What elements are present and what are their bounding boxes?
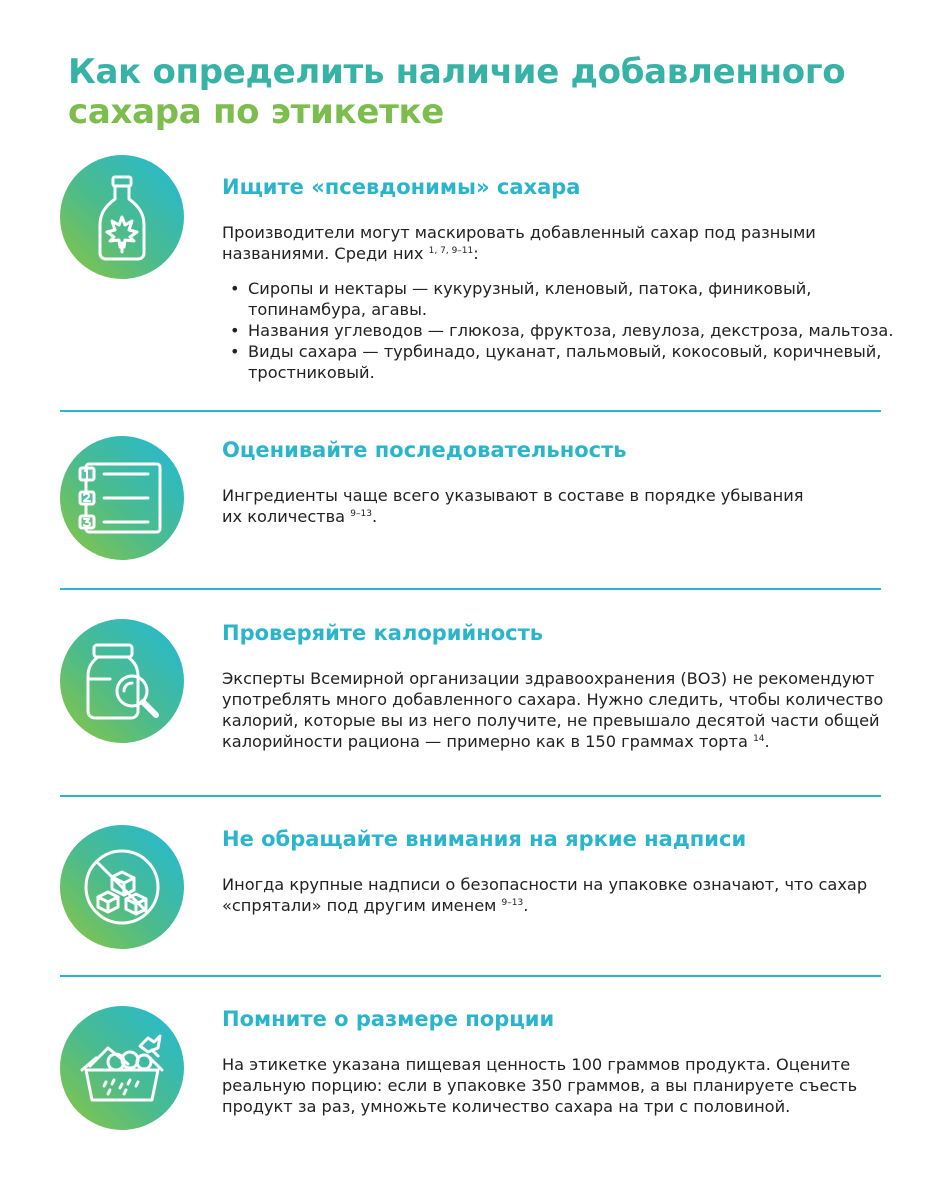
section-text: Иногда крупные надписи о безопасности на упаковке означают, что сахар «спрятали» под другим именем $^{9-13}$. [222, 875, 868, 915]
reference-superscript: 9–13 [501, 898, 524, 908]
bullet-list [222, 278, 902, 383]
section-divider [60, 795, 881, 797]
page-title [68, 52, 908, 132]
section-divider [60, 975, 881, 977]
section-content [222, 620, 902, 752]
section-content [222, 437, 902, 527]
section-content [222, 174, 902, 383]
reference-superscript: 9–13 [350, 509, 372, 519]
section-content [222, 826, 902, 916]
list-item: • Виды сахара — турбинадо, цуканат, пальмовый, кокосовый, коричневый, тростниковый. [222, 341, 902, 383]
section-heading: Проверяйте калорийность [222, 621, 544, 645]
section-heading: Не обращайте внимания на яркие надписи [222, 827, 747, 851]
reference-superscript: 14 [753, 734, 765, 744]
section-heading: Ищите «псевдонимы» сахара [222, 175, 581, 199]
section-content [222, 1006, 902, 1117]
list-item: • Названия углеводов — глюкоза, фруктоза, левулоза, декстроза, мальтоза. [222, 320, 902, 341]
section-text: Производители могут маскировать добавленный сахар под разными названиями. Среди них $^{1, 7, 9-11}$: [222, 223, 816, 263]
reference-superscript: 1, 7, 9–11 [428, 246, 474, 256]
section-text: Ингредиенты чаще всего указывают в составе в порядке убывания их количества $^{9-13}$. [222, 486, 804, 526]
no-sugar-cubes-icon [60, 825, 184, 949]
syrup-bottle-icon [60, 155, 184, 279]
list-item: • Сиропы и нектары — кукурузный, кленовый, патока, финиковый, топинамбура, агавы. [222, 278, 902, 320]
section-text: Эксперты Всемирной организации здравоохранения (ВОЗ) не рекомендуют употреблять много добавленного сахара. Нужно следить, чтобы количество калорий, которые вы из него получите, не превышало десятой части общей калорийности рациона — примерно как в 150 граммах торта $^{14}$. [222, 669, 884, 751]
section-divider [60, 410, 881, 412]
section-heading: Оценивайте последовательность [222, 438, 627, 462]
jar-magnifier-icon [60, 619, 184, 743]
title-line-1: Как определить наличие добавленного [68, 52, 846, 92]
section-divider [60, 588, 881, 590]
food-box-icon [60, 1006, 184, 1130]
title-line-2: сахара по этикетке [68, 92, 445, 132]
section-heading: Помните о размере порции [222, 1007, 555, 1031]
section-text: На этикетке указана пищевая ценность 100 граммов продукта. Оцените реальную порцию: если в упаковке 350 граммов, а вы планируете съесть продукт за раз, умножьте количество сахара на три с половиной. [222, 1055, 858, 1116]
numbered-list-icon [60, 436, 184, 560]
